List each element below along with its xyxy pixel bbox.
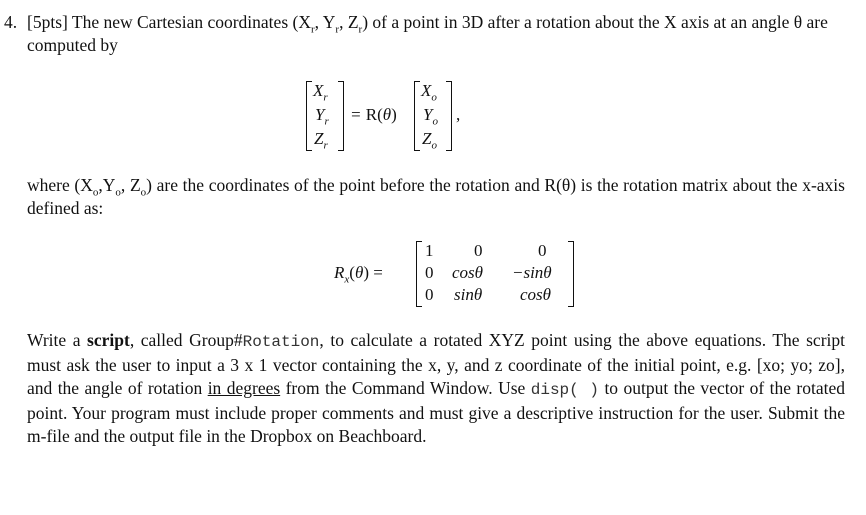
script-bold: script	[87, 330, 130, 350]
problem-intro: [5pts] The new Cartesian coordinates ($X_r$, $Y_r$, $Z_r$) of a point in 3D after a rotation about the X axis at an angle θ are computed by	[27, 12, 828, 55]
rotation-code: Rotation	[242, 333, 320, 351]
m33: cosθ	[520, 285, 552, 304]
lhs-zr: $Z_r$	[314, 129, 328, 152]
m21: 0	[425, 263, 434, 282]
problem-number: 4.	[4, 12, 18, 32]
equals-r-theta: = R(θ)	[350, 105, 397, 124]
m22: cosθ	[452, 263, 484, 282]
equation-comma: ,	[456, 105, 461, 124]
where-paragraph: where ($X_o,Y_o$, $Z_o$) are the coordinates of the point before the rotation and R(θ) is the rotation matrix about the x-axis defined as:	[27, 175, 845, 218]
rhs-yo: $Y_o$	[423, 105, 438, 128]
rotation-matrix	[416, 239, 574, 307]
m32: sinθ	[454, 285, 483, 304]
m13: 0	[538, 241, 547, 260]
m23: −sinθ	[512, 263, 552, 282]
disp-code: disp( )	[530, 381, 600, 399]
task-paragraph: Write a script, called Group#Rotation, to calculate a rotated XYZ point using the above equations. The script must ask the user to input a 3 x 1 vector containing the x, y, and z coordinate of the initial point, e.g. [xo; yo; zo], and the angle of rotation in degrees from the Command Window. Use disp( ) to output the vector of the rotated point. Your program must include proper comments and must give a descriptive instruction for the user. Submit the m-file and the output file in the Dropbox on Beachboard.	[27, 330, 845, 446]
lhs-yr: $Y_r$	[315, 105, 329, 128]
m11: 1	[425, 241, 434, 260]
in-degrees-underlined: in degrees	[207, 378, 281, 398]
m31: 0	[425, 285, 434, 304]
rhs-xo: $X_o$	[421, 81, 437, 104]
lhs-xr: $X_r$	[313, 81, 328, 104]
rhs-zo: $Z_o$	[422, 129, 437, 152]
rhs-vector	[414, 79, 452, 151]
m12: 0	[474, 241, 483, 260]
rx-theta-label: $R_x(\theta)$ =	[334, 263, 383, 286]
lhs-vector	[306, 79, 344, 151]
